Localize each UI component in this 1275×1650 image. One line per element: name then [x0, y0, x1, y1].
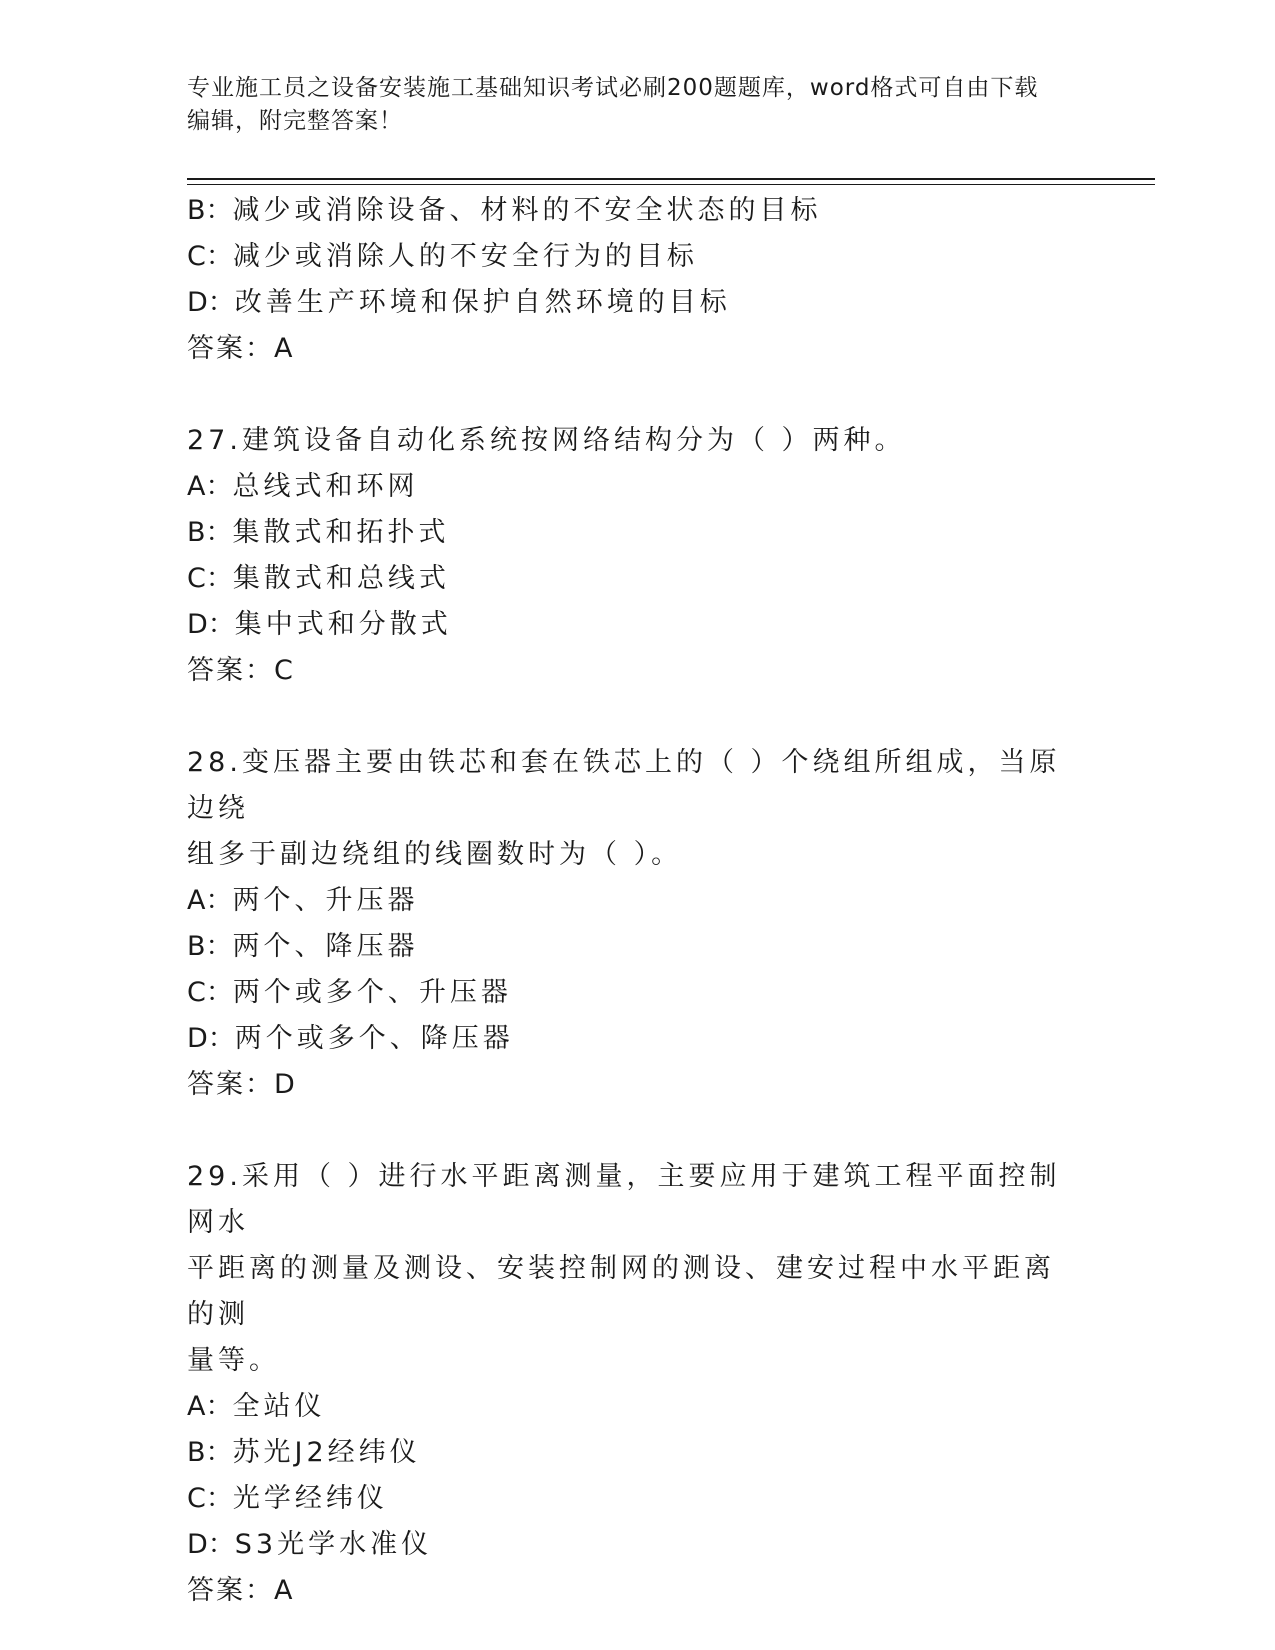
header-title-line2: 编辑，附完整答案！: [187, 108, 403, 134]
question-27: [187, 418, 1067, 694]
option-d: D：S3光学水准仪: [187, 1529, 433, 1560]
question-26: [187, 188, 1067, 372]
question-28: [187, 740, 1067, 1108]
question-stem-line1: 29.采用（ ）进行水平距离测量，主要应用于建筑工程平面控制网水: [187, 1161, 1061, 1238]
spacer: [187, 372, 1067, 418]
spacer: [187, 694, 1067, 740]
option-c: C：两个或多个、升压器: [187, 977, 512, 1008]
question-stem-line3: 量等。: [187, 1345, 280, 1376]
option-b: B：两个、降压器: [187, 931, 419, 962]
option-c: C：减少或消除人的不安全行为的目标: [187, 241, 698, 272]
option-d: D：改善生产环境和保护自然环境的目标: [187, 287, 731, 318]
option-d: D：集中式和分散式: [187, 609, 452, 640]
spacer: [187, 1108, 1067, 1154]
option-b: B：集散式和拓扑式: [187, 517, 450, 548]
answer-line: 答案：A: [187, 333, 295, 364]
question-stem-line2: 平距离的测量及测设、安装控制网的测设、建安过程中水平距离的测: [187, 1253, 1055, 1330]
question-list: [187, 188, 1067, 1614]
answer-line: 答案：C: [187, 655, 295, 686]
header-divider-thin: [187, 184, 1155, 185]
answer-line: 答案：D: [187, 1069, 297, 1100]
option-b: B：苏光J2经纬仪: [187, 1437, 421, 1468]
option-c: C：集散式和总线式: [187, 563, 450, 594]
question-29: [187, 1154, 1067, 1614]
header-title-line1: 专业施工员之设备安装施工基础知识考试必刷200题题库，word格式可自由下载: [187, 75, 1039, 101]
option-a: A：两个、升压器: [187, 885, 419, 916]
answer-line: 答案：A: [187, 1575, 295, 1606]
option-b: B：减少或消除设备、材料的不安全状态的目标: [187, 195, 822, 226]
option-a: A：全站仪: [187, 1391, 326, 1422]
document-header: [187, 72, 1067, 138]
option-a: A：总线式和环网: [187, 471, 419, 502]
question-stem-line2: 组多于副边绕组的线圈数时为（ ）。: [187, 839, 683, 870]
header-divider-thick: [187, 178, 1155, 180]
option-d: D：两个或多个、降压器: [187, 1023, 514, 1054]
question-stem: 27.建筑设备自动化系统按网络结构分为（ ）两种。: [187, 425, 906, 456]
option-c: C：光学经纬仪: [187, 1483, 388, 1514]
question-stem-line1: 28.变压器主要由铁芯和套在铁芯上的（ ）个绕组所组成，当原边绕: [187, 747, 1061, 824]
